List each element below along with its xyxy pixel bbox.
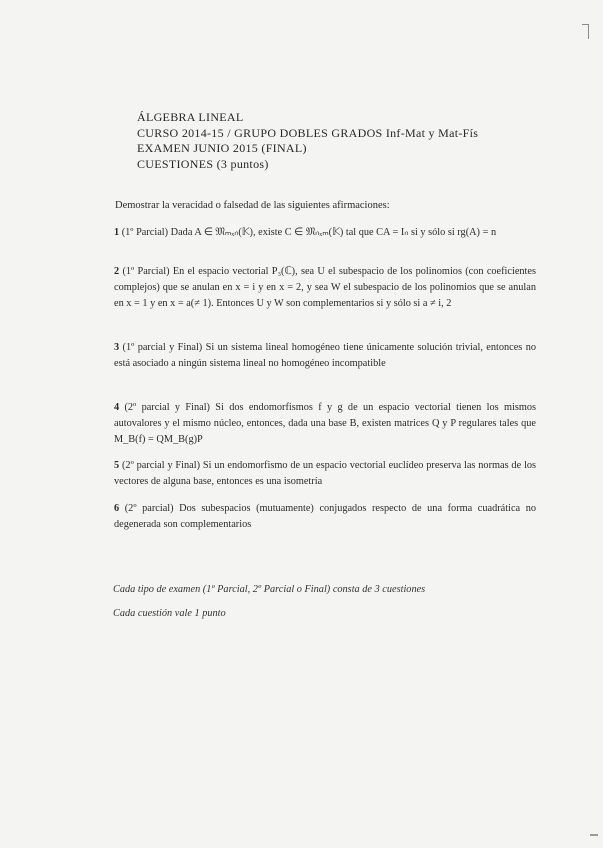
question-text: (1º parcial y Final) Si un sistema lineal homogéneo tiene únicamente solución trivial, entonces no está asociado a ningún sistema lineal no homogéneo incompatible [114, 342, 536, 369]
question-number: 1 [114, 227, 120, 238]
question-text: (2º parcial y Final) Si dos endomorfismos f y g de un espacio vectorial tienen los mismos autovalores y el mismo núcleo, entonces, dada una base B, existen matrices Q y P regulares tales que M_B(f) = QM_B(g)P [114, 402, 536, 445]
question-text: (1º Parcial) Dada A ∈ 𝔐ₘₓₙ(𝕂), existe C ∈ 𝔐ₙₓₘ(𝕂) tal que CA = Iₙ si y sólo si rg(A) = n [121, 227, 497, 238]
question-number: 4 [114, 402, 120, 413]
exam-date: EXAMEN JUNIO 2015 (FINAL) [137, 141, 307, 155]
question-number: 3 [114, 342, 120, 353]
course-group: CURSO 2014-15 / GRUPO DOBLES GRADOS Inf-Mat y Mat-Fís [137, 125, 479, 140]
question-text: (2º parcial) Dos subespacios (mutuamente) conjugados respecto de una forma cuadrática no degenerada son complementarios [114, 503, 536, 530]
question-number: 2 [114, 266, 120, 277]
question-number: 6 [114, 503, 120, 514]
section-title: CUESTIONES (3 puntos) [137, 156, 269, 171]
instructions: Demostrar la veracidad o falsedad de las siguientes afirmaciones: [115, 200, 390, 211]
question-6 [114, 501, 536, 533]
question-number: 5 [114, 460, 120, 471]
course-title: ÁLGEBRA LINEAL [137, 110, 244, 124]
scan-edge-mark [590, 834, 598, 836]
points-note: Cada cuestión vale 1 punto [113, 608, 226, 619]
question-text: (1º Parcial) En el espacio vectorial P₃(ℂ), sea U el subespacio de los polinomios (con coeficientes complejos) que se anulan en x = i y en x = 2, y sea W el subespacio de los polinomios que se anulan en x = 1 y en x = a(≠ 1). Entonces U y W son complementarios si y sólo si a ≠ i, 2 [114, 266, 536, 309]
question-5 [114, 458, 536, 490]
question-4 [114, 400, 536, 448]
exam-format-note: Cada tipo de examen (1º Parcial, 2º Parcial o Final) consta de 3 cuestiones [113, 584, 426, 595]
question-3 [114, 340, 536, 372]
question-2 [114, 264, 536, 312]
exam-header [137, 110, 478, 172]
question-text: (2º parcial y Final) Si un endomorfismo de un espacio vectorial euclídeo preserva las normas de los vectores de alguna base, entonces es una isometría [114, 460, 536, 487]
scan-corner-mark [582, 24, 589, 39]
question-1 [114, 225, 536, 241]
